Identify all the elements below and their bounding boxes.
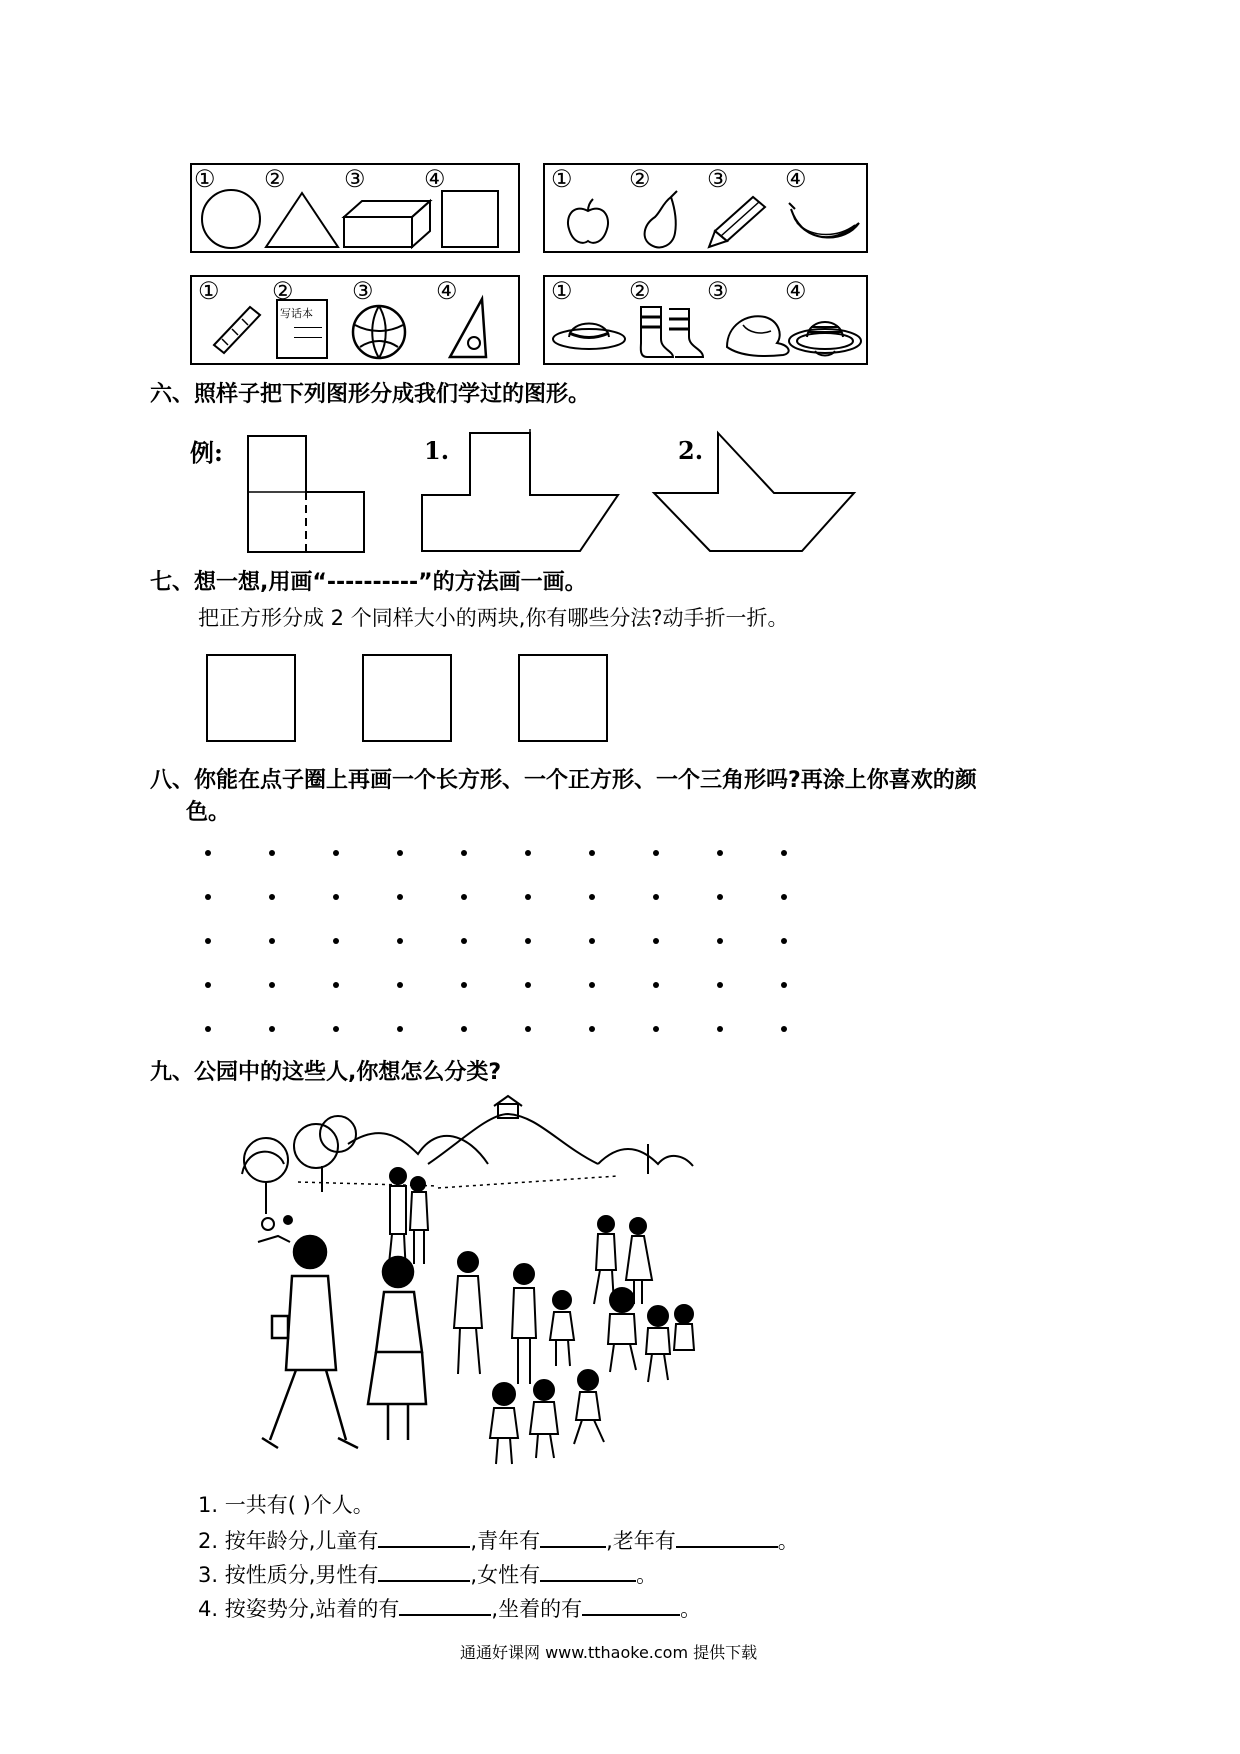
shape-box-1 [190, 163, 520, 253]
marker-3: ③ [344, 165, 366, 193]
grid-dot [269, 850, 275, 856]
grid-dot [269, 938, 275, 944]
apple-icon [563, 199, 613, 249]
grid-dot [397, 850, 403, 856]
grid-dot [653, 1026, 659, 1032]
question-1-text: 1. 一共有( )个人。 [198, 1493, 374, 1517]
question-2-end: 。 [777, 1529, 799, 1553]
male-count-blank[interactable] [378, 1558, 470, 1582]
section9-heading: 九、公园中的这些人,你想怎么分类? [150, 1060, 502, 1085]
grid-dot [269, 982, 275, 988]
banana-icon [785, 199, 863, 249]
grid-dot [525, 982, 531, 988]
grid-dot [781, 850, 787, 856]
figure2-sailboat-shape [650, 425, 860, 555]
grid-dot [269, 894, 275, 900]
grid-dot [781, 982, 787, 988]
figure2-label: 2. [678, 436, 704, 465]
grid-dot [461, 850, 467, 856]
grid-dot [461, 938, 467, 944]
grid-dot [589, 850, 595, 856]
grid-dot [653, 982, 659, 988]
grid-dot [653, 894, 659, 900]
section8-heading-line2: 色。 [186, 800, 231, 825]
ruler-icon [210, 301, 264, 357]
children-count-blank[interactable] [378, 1524, 470, 1548]
grid-dot [461, 982, 467, 988]
marker-2: ② [272, 277, 294, 305]
triangle-icon [264, 187, 340, 249]
question-2-mid1: ,青年有 [470, 1529, 541, 1553]
grid-dot [717, 850, 723, 856]
grid-dot [717, 982, 723, 988]
marker-3: ③ [707, 165, 729, 193]
question-3-prefix: 3. 按性质分,男性有 [198, 1563, 379, 1587]
grid-dot [205, 850, 211, 856]
grid-dot [653, 938, 659, 944]
marker-2: ② [264, 165, 286, 193]
grid-dot [205, 1026, 211, 1032]
figure1-boat-shape [410, 425, 626, 555]
grid-dot [397, 938, 403, 944]
dot-grid[interactable] [205, 850, 805, 1030]
grid-dot [781, 1026, 787, 1032]
grid-dot [333, 850, 339, 856]
grid-dot [333, 982, 339, 988]
park-scene-illustration [238, 1104, 708, 1472]
marker-2: ② [629, 165, 651, 193]
grid-dot [333, 938, 339, 944]
marker-1: ① [198, 277, 220, 305]
grid-dot [333, 1026, 339, 1032]
grid-dot [653, 850, 659, 856]
grid-dot [589, 1026, 595, 1032]
socks-icon [633, 303, 713, 363]
shape-box-3 [190, 275, 520, 365]
grid-dot [269, 1026, 275, 1032]
marker-4: ④ [436, 277, 458, 305]
marker-4: ④ [424, 165, 446, 193]
grid-dot [205, 938, 211, 944]
square-3[interactable] [518, 654, 608, 742]
ball-icon [350, 303, 408, 361]
question-3-mid: ,女性有 [470, 1563, 541, 1587]
sun-hat-icon [785, 307, 865, 361]
youth-count-blank[interactable] [540, 1524, 606, 1548]
marker-3: ③ [707, 277, 729, 305]
question-1 [198, 1490, 374, 1520]
sitting-count-blank[interactable] [582, 1592, 680, 1616]
grid-dot [717, 1026, 723, 1032]
section8-heading-line1: 八、你能在点子圈上再画一个长方形、一个正方形、一个三角形吗?再涂上你喜欢的颜 [150, 768, 977, 793]
notebook-label: 写话本 [280, 307, 313, 320]
grid-dot [397, 982, 403, 988]
marker-2: ② [629, 277, 651, 305]
marker-3: ③ [352, 277, 374, 305]
grid-dot [461, 1026, 467, 1032]
marker-4: ④ [785, 277, 807, 305]
question-2-prefix: 2. 按年龄分,儿童有 [198, 1529, 379, 1553]
question-3 [198, 1558, 657, 1590]
cuboid-icon [342, 197, 434, 249]
grid-dot [525, 938, 531, 944]
pear-icon [635, 191, 685, 253]
marker-1: ① [551, 165, 573, 193]
grid-dot [525, 850, 531, 856]
question-4-end: 。 [680, 1597, 702, 1621]
grid-dot [781, 894, 787, 900]
grid-dot [589, 938, 595, 944]
grid-dot [525, 894, 531, 900]
question-4 [198, 1592, 701, 1624]
standing-count-blank[interactable] [399, 1592, 491, 1616]
grid-dot [781, 938, 787, 944]
question-4-mid: ,坐着的有 [491, 1597, 583, 1621]
pencil-icon [705, 193, 769, 249]
notebook-icon [276, 299, 328, 359]
section6-heading: 六、照样子把下列图形分成我们学过的图形。 [150, 382, 591, 407]
marker-4: ④ [785, 165, 807, 193]
question-2-mid2: ,老年有 [606, 1529, 676, 1553]
marker-1: ① [194, 165, 216, 193]
grid-dot [589, 982, 595, 988]
grid-dot [525, 1026, 531, 1032]
square-icon [440, 189, 502, 251]
elderly-count-blank[interactable] [676, 1524, 778, 1548]
square-1[interactable] [206, 654, 296, 742]
grid-dot [717, 938, 723, 944]
question-3-end: 。 [636, 1563, 658, 1587]
section7-heading: 七、想一想,用画“----------”的方法画一画。 [150, 570, 587, 595]
section7-instruction: 把正方形分成 2 个同样大小的两块,你有哪些分法?动手折一折。 [198, 606, 789, 630]
female-count-blank[interactable] [540, 1558, 636, 1582]
marker-1: ① [551, 277, 573, 305]
grid-dot [397, 1026, 403, 1032]
question-4-prefix: 4. 按姿势分,站着的有 [198, 1597, 400, 1621]
shape-box-2 [543, 163, 868, 253]
shape-box-4 [543, 275, 868, 365]
hat-icon [549, 311, 629, 355]
grid-dot [333, 894, 339, 900]
grid-dot [205, 982, 211, 988]
set-square-icon [446, 297, 490, 361]
footer-credit: 通通好课网 www.tthaoke.com 提供下载 [460, 1643, 758, 1662]
grid-dot [461, 894, 467, 900]
example-label: 例: [190, 438, 223, 467]
circle-icon [200, 187, 262, 249]
question-2 [198, 1524, 799, 1556]
grid-dot [717, 894, 723, 900]
figure1-label: 1. [424, 436, 450, 465]
square-2[interactable] [362, 654, 452, 742]
grid-dot [397, 894, 403, 900]
grid-dot [589, 894, 595, 900]
example-l-shape [240, 430, 380, 560]
grid-dot [205, 894, 211, 900]
cap-icon [721, 307, 795, 359]
